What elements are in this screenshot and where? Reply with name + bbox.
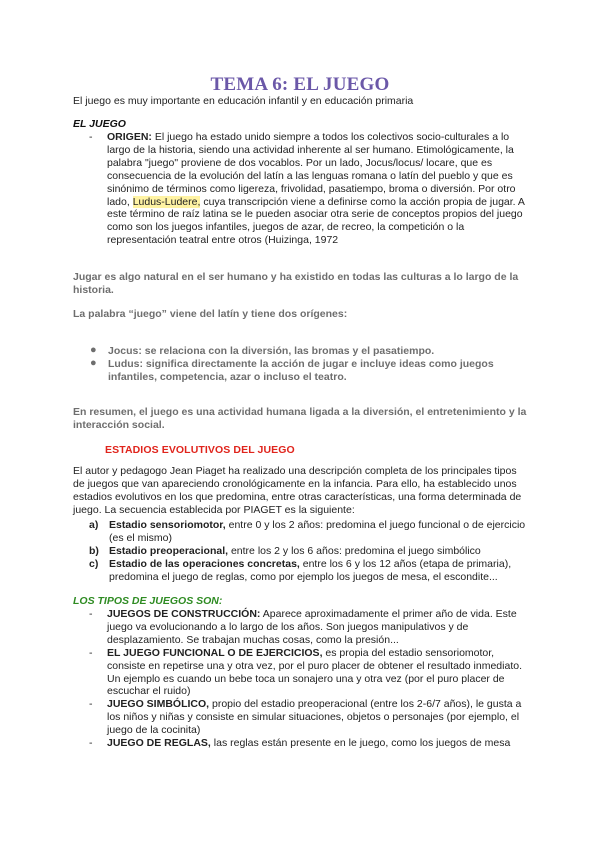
type-text: es propia del estadio sensoriomotor, consiste en repetirse una y otra vez, por el puro placer de obtener el resultado inmediato. Un ejemplo es cuando un bebe toca un sonajero una y otra vez (por el puro placer de escuchar el ruido) — [107, 646, 522, 698]
stage-marker: a) — [89, 519, 99, 531]
type-item — [89, 608, 529, 647]
bullet-dot-icon: ● — [90, 344, 97, 356]
stage-marker: b) — [89, 544, 99, 557]
stage-label: Estadio de las operaciones concretas, — [109, 557, 300, 570]
dash-marker: - — [89, 737, 93, 750]
page-title: TEMA 6: EL JUEGO — [210, 74, 390, 95]
section-heading-tipos: LOS TIPOS DE JUEGOS SON: — [73, 595, 223, 607]
type-text: propio del estadio preoperacional (entre los 2-6/7 años), le gusta a los niños y niñas y consiste en simular situaciones, objetos o personajes (por ejemplo, el juego de la cocinita) — [107, 698, 522, 737]
bullet-dot-icon: ● — [90, 356, 97, 369]
dash-marker: - — [89, 646, 93, 659]
origin-text-b: cuya transcripción viene a definirse como la acción propia de jugar. A este término de raíz latina se le pueden asociar otra serie de conceptos propios del juego como son los juegos infantiles, juegos de azar, de recreo, la competición o la representación teatral entre otros (Huizinga, 1972 — [107, 195, 525, 247]
origins-bullet-list — [89, 345, 529, 384]
stage-item — [89, 545, 529, 558]
origin-text-a: El juego ha estado unido siempre a todos los colectivos socio-culturales a lo largo de la historia, siendo una actividad inherente al ser humano. Etimológicamente, la palabra "juego" proviene de dos vocablos. Por un lado, Jocus/locus/ locare, que es consecuencia de la evolución del latín a las lenguas romana o latín del pueblo y que es sinónimo de términos como ligereza, frivolidad, pasatiempo, broma o diversión. Por otro lado, — [107, 131, 516, 208]
type-label: JUEGOS DE CONSTRUCCIÓN: — [107, 608, 261, 620]
bullet-item — [89, 358, 529, 384]
type-label: JUEGO SIMBÓLICO, — [107, 698, 210, 711]
origin-label: ORIGEN: — [107, 131, 152, 143]
types-list — [89, 608, 529, 750]
dash-marker: - — [89, 608, 93, 620]
bullet-text: Jocus: se relaciona con la diversión, las bromas y el pasatiempo. — [108, 345, 435, 357]
type-label: EL JUEGO FUNCIONAL O DE EJERCICIOS, — [107, 646, 323, 659]
section-heading-estadios: ESTADIOS EVOLUTIVOS DEL JUEGO — [105, 444, 295, 456]
stage-item — [89, 519, 529, 545]
dash-marker: - — [89, 131, 93, 143]
gray-paragraph-3: En resumen, el juego es una actividad humana ligada a la diversión, el entretenimiento y la interacción social. — [73, 406, 527, 431]
type-item — [89, 737, 529, 750]
section-heading-el-juego: EL JUEGO — [73, 118, 126, 130]
piaget-intro: El autor y pedagogo Jean Piaget ha realizado una descripción completa de los principales tipos de juegos que van apareciendo cronológicamente en la infancia. Para ello, ha establecido unos estadios evolutivos en los que predomina, entre otras características, una forma determinada de juego. La secuencia establecida por PIAGET es la siguiente: — [73, 465, 522, 516]
bullet-text: Ludus: significa directamente la acción de jugar e incluye ideas como juegos infantiles, competencia, azar o incluso el teatro. — [108, 357, 494, 383]
type-text: Aparece aproximadamente el primer año de vida. Este juego va evolucionando a lo largo de los años. Son juegos manipulativos y de desplazamiento. Se trabajan muchas cosas, como la presión... — [107, 608, 517, 646]
page-subtitle: El juego es muy importante en educación infantil y en educación primaria — [73, 95, 414, 107]
type-item — [89, 647, 529, 699]
stages-list — [89, 519, 529, 584]
origin-item — [89, 131, 529, 247]
bullet-item — [89, 345, 529, 358]
stage-text: entre los 2 y los 6 años: predomina el juego simbólico — [228, 544, 481, 557]
highlighted-term: Ludus-Ludere, — [132, 195, 201, 208]
type-item — [89, 698, 529, 737]
stage-label: Estadio sensoriomotor, — [109, 519, 226, 531]
stage-item — [89, 558, 529, 584]
stage-marker: c) — [89, 557, 99, 570]
gray-paragraph-2: La palabra “juego” viene del latín y tiene dos orígenes: — [73, 308, 348, 320]
gray-paragraph-1: Jugar es algo natural en el ser humano y ha existido en todas las culturas a lo largo de la historia. — [73, 271, 519, 296]
type-label: JUEGO DE REGLAS, — [107, 737, 211, 750]
stage-text: entre 0 y los 2 años: predomina el juego funcional o de ejercicio (es el mismo) — [109, 519, 526, 544]
type-text: las reglas están presente en le juego, como los juegos de mesa — [210, 737, 511, 750]
stage-label: Estadio preoperacional, — [109, 544, 229, 557]
dash-marker: - — [89, 698, 93, 711]
stage-text: entre los 6 y los 12 años (etapa de primaria), predomina el juego de reglas, como por ejemplo los juegos de mesa, el escondite... — [109, 557, 512, 583]
origin-list — [89, 131, 529, 247]
